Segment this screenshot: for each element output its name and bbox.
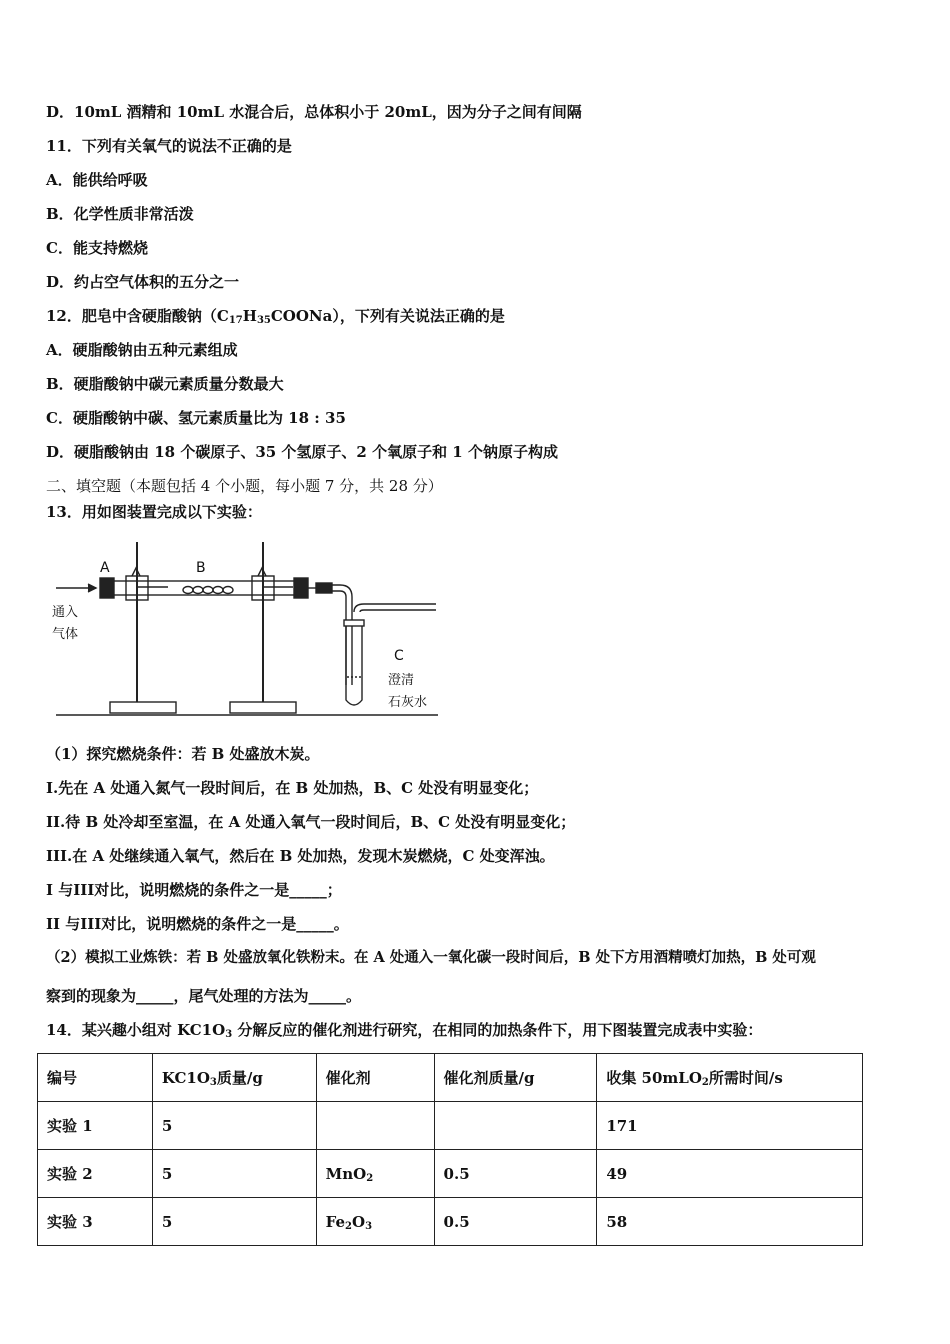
cell-catalyst-mass	[434, 1102, 597, 1150]
q12-stem	[46, 306, 505, 326]
cell-time: 171	[597, 1102, 863, 1150]
q13-part2-line1: （2）模拟工业炼铁：若 B 处盛放氧化铁粉末。在 A 处通入一氧化碳一段时间后，B 处下方用酒精喷灯加热，B 处可观	[46, 949, 816, 966]
header-subscript: 2	[701, 1077, 709, 1088]
q11-stem: 11．下列有关氧气的说法不正确的是	[46, 137, 292, 155]
cell-mass: 5	[152, 1198, 316, 1246]
cell-catalyst-mass: 0.5	[434, 1198, 597, 1246]
q10-option-d: D．10mL 酒精和 10mL 水混合后，总体积小于 20mL，因为分子之间有间隔	[46, 103, 582, 121]
q14-stem-part: 14．某兴趣小组对 KC1O	[46, 1021, 226, 1039]
cell-mass: 5	[152, 1150, 316, 1198]
catalyst-subscript: 2	[366, 1172, 374, 1184]
q11-option-a: A．能供给呼吸	[46, 171, 148, 189]
header-part: 所需时间/s	[708, 1069, 783, 1087]
q12-subscript: 35	[256, 315, 271, 326]
q13-step1: I.先在 A 处通入氮气一段时间后，在 B 处加热，B、C 处没有明显变化；	[46, 779, 539, 797]
header-time	[597, 1054, 863, 1102]
q14-subscript: 3	[225, 1029, 233, 1040]
q13-stem: 13．用如图装置完成以下实验：	[46, 503, 262, 521]
q12-stem-part: 12．肥皂中含硬脂酸钠（C	[46, 307, 229, 325]
cell-time: 58	[597, 1198, 863, 1246]
q13-part2-line2: 察到的现象为_____，尾气处理的方法为_____。	[46, 987, 362, 1005]
q12-option-a: A．硬脂酸钠由五种元素组成	[46, 341, 238, 359]
q13-step2: II.待 B 处冷却至室温，在 A 处通入氧气一段时间后，B、C 处没有明显变化；	[46, 813, 576, 831]
q12-stem-part: COONa），下列有关说法正确的是	[270, 307, 505, 325]
cell-id: 实验 2	[38, 1150, 153, 1198]
limewater-label-1: 澄清	[388, 673, 415, 688]
table-header-row	[38, 1054, 863, 1102]
apparatus-figure	[48, 532, 448, 722]
table-row	[38, 1102, 863, 1150]
cell-id: 实验 1	[38, 1102, 153, 1150]
limewater-label-2: 石灰水	[388, 695, 428, 710]
cell-catalyst	[316, 1150, 434, 1198]
q11-option-c: C．能支持燃烧	[46, 239, 148, 257]
experiment-table	[37, 1053, 863, 1246]
header-id: 编号	[38, 1054, 153, 1102]
label-c: C	[394, 648, 404, 664]
cell-time: 49	[597, 1150, 863, 1198]
header-catalyst-mass: 催化剂质量/g	[434, 1054, 597, 1102]
gas-label-2: 气体	[52, 627, 79, 642]
section-title: 二、填空题（本题包括 4 个小题，每小题 7 分，共 28 分）	[46, 477, 443, 495]
table-row	[38, 1150, 863, 1198]
header-catalyst: 催化剂	[316, 1054, 434, 1102]
q12-option-c: C．硬脂酸钠中碳、氢元素质量比为 18 : 35	[46, 409, 346, 427]
q11-option-b: B．化学性质非常活泼	[46, 205, 194, 223]
catalyst-part: Fe	[325, 1212, 346, 1231]
header-part: 收集 50mLO	[606, 1069, 702, 1087]
header-subscript: 3	[209, 1077, 217, 1088]
cell-mass: 5	[152, 1102, 316, 1150]
cell-id: 实验 3	[38, 1198, 153, 1246]
cell-catalyst	[316, 1102, 434, 1150]
q13-compare1: I 与III对比，说明燃烧的条件之一是_____；	[46, 881, 342, 899]
label-b: B	[196, 560, 206, 576]
catalyst-subscript: 2	[345, 1220, 352, 1232]
q12-option-d: D．硬脂酸钠由 18 个碳原子、35 个氢原子、2 个氧原子和 1 个钠原子构成	[46, 443, 558, 461]
cell-catalyst	[316, 1198, 434, 1246]
q12-stem-part: H	[242, 307, 257, 325]
header-part: 质量/g	[216, 1069, 263, 1087]
q13-part1: （1）探究燃烧条件：若 B 处盛放木炭。	[46, 745, 320, 763]
q14-stem-part: 分解反应的催化剂进行研究，在相同的加热条件下，用下图装置完成表中实验：	[232, 1021, 763, 1039]
cell-catalyst-mass: 0.5	[434, 1150, 597, 1198]
header-part: KC1O	[161, 1069, 210, 1087]
label-a: A	[100, 560, 110, 576]
header-mass	[152, 1054, 316, 1102]
q13-compare2: II 与III对比，说明燃烧的条件之一是_____。	[46, 915, 349, 933]
q13-step3: III.在 A 处继续通入氧气，然后在 B 处加热，发现木炭燃烧，C 处变浑浊。	[46, 847, 555, 865]
catalyst-subscript: 3	[365, 1220, 373, 1232]
catalyst-part: O	[351, 1212, 366, 1231]
q11-option-d: D．约占空气体积的五分之一	[46, 273, 240, 291]
catalyst-part: MnO	[325, 1164, 367, 1183]
gas-label-1: 通入	[52, 605, 79, 620]
q14-stem	[46, 1020, 762, 1040]
table-row	[38, 1198, 863, 1246]
q12-option-b: B．硬脂酸钠中碳元素质量分数最大	[46, 375, 284, 393]
q12-subscript: 17	[228, 315, 243, 326]
